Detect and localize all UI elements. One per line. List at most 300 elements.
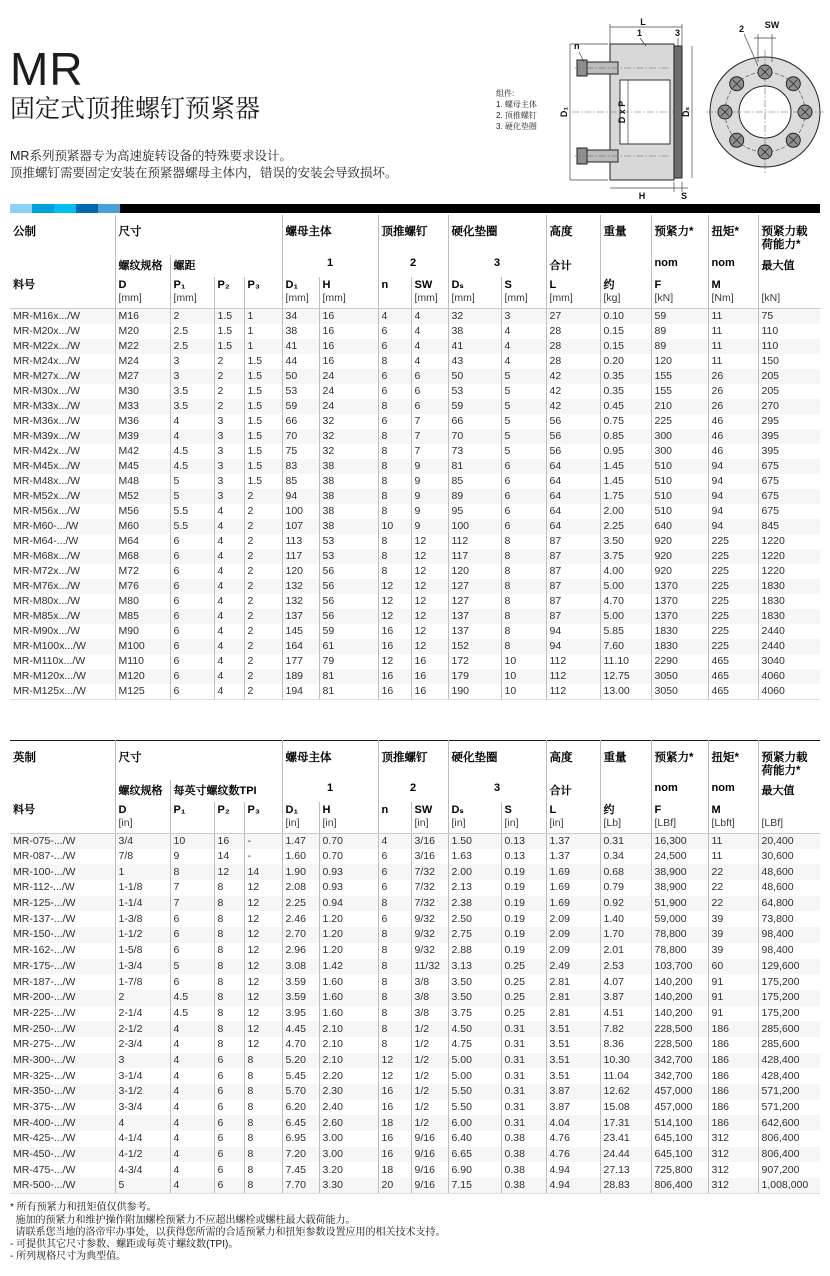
- table-cell: 5: [170, 959, 214, 975]
- table-cell: 3.87: [546, 1084, 600, 1100]
- table-cell: 6: [378, 849, 411, 865]
- table-cell: 73: [448, 444, 501, 459]
- table-cell: MR-M36x.../W: [13, 414, 81, 427]
- table-cell: 8: [501, 609, 546, 624]
- table-cell: 5.50: [448, 1084, 501, 1100]
- table-cell: 1830: [651, 624, 708, 639]
- table-cell: 87: [546, 579, 600, 594]
- table-cell: 16: [411, 684, 448, 700]
- table-cell: 59,000: [651, 911, 708, 927]
- table-cell: 2.81: [546, 1006, 600, 1022]
- table-cell: M24: [115, 354, 170, 369]
- table-cell: 12: [411, 624, 448, 639]
- col-L: L [in]: [546, 802, 600, 833]
- table-cell: 510: [651, 459, 708, 474]
- table-row: [10, 669, 820, 684]
- table-cell: 3.51: [546, 1053, 600, 1069]
- table-cell: 8: [244, 1053, 282, 1069]
- table-row: [10, 339, 820, 354]
- table-cell: MR-M30x.../W: [13, 384, 81, 397]
- table-cell: 4: [378, 833, 411, 849]
- table-cell: 3.59: [282, 990, 319, 1006]
- table-cell: 91: [708, 1006, 758, 1022]
- dim-label-Ds: Dₛ: [681, 107, 691, 117]
- table-cell: 2-1/2: [115, 1021, 170, 1037]
- table-row: [10, 459, 820, 474]
- sub-washer-num: 3: [448, 255, 546, 277]
- table-cell: 16: [378, 1131, 411, 1147]
- table-cell: 6: [214, 1068, 244, 1084]
- group-region: 公制: [13, 226, 36, 238]
- table-cell: 172: [448, 654, 501, 669]
- table-cell: 6: [170, 654, 214, 669]
- table-cell: 140,200: [651, 990, 708, 1006]
- table-cell: 155: [651, 369, 708, 384]
- table-cell: 2.40: [319, 1100, 378, 1116]
- table-cell: 1: [244, 308, 282, 324]
- table-cell: MR-187-.../W: [13, 975, 76, 988]
- table-cell: -: [244, 849, 282, 865]
- table-cell: 59: [448, 399, 501, 414]
- table-cell: 7.70: [282, 1178, 319, 1194]
- table-cell: 155: [651, 384, 708, 399]
- table-cell: 2: [214, 384, 244, 399]
- table-cell: 4: [170, 1147, 214, 1163]
- table-row: [10, 896, 820, 912]
- footnote-line: - 所列规格尺寸为典型值。: [10, 1251, 127, 1263]
- table-cell: M56: [115, 504, 170, 519]
- table-cell: 8: [214, 1037, 244, 1053]
- table-cell: 34: [282, 308, 319, 324]
- table-cell: 127: [448, 594, 501, 609]
- table-cell: 3: [214, 444, 244, 459]
- group-jack-screw: 顶推螺钉: [378, 215, 448, 255]
- table-cell: 8: [244, 1100, 282, 1116]
- table-cell: 10: [501, 669, 546, 684]
- table-cell: MR-275-.../W: [13, 1038, 76, 1051]
- table-cell: M22: [115, 339, 170, 354]
- page-title: MR: [10, 43, 84, 95]
- table-cell: 4: [170, 429, 214, 444]
- table-cell: 0.92: [600, 896, 651, 912]
- table-cell: 16: [378, 669, 411, 684]
- table-cell: 26: [708, 369, 758, 384]
- table-cell: 2.81: [546, 990, 600, 1006]
- table-cell: MR-100-.../W: [13, 865, 76, 878]
- col-n: n: [378, 277, 411, 308]
- table-row: [10, 911, 820, 927]
- table-cell: 5.00: [448, 1053, 501, 1069]
- table-cell: 210: [651, 399, 708, 414]
- table-cell: 2.25: [600, 519, 651, 534]
- table-cell: 11: [708, 849, 758, 865]
- table-cell: 1.37: [546, 849, 600, 865]
- table-cell: 0.13: [501, 833, 546, 849]
- table-cell: 285,600: [758, 1037, 820, 1053]
- table-cell: 8: [378, 1006, 411, 1022]
- table-cell: MR-425-.../W: [13, 1132, 76, 1145]
- table-row: [10, 1178, 820, 1194]
- table-cell: 4: [214, 534, 244, 549]
- table-cell: 4: [214, 519, 244, 534]
- table-cell: 1: [244, 339, 282, 354]
- table-cell: M85: [115, 609, 170, 624]
- table-cell: 2.09: [546, 927, 600, 943]
- table-cell: 75: [282, 444, 319, 459]
- col-weight: 约 [kg]: [600, 277, 651, 308]
- table-cell: 7/8: [115, 849, 170, 865]
- table-cell: 7/32: [411, 864, 448, 880]
- table-cell: 920: [651, 564, 708, 579]
- table-cell: 6.90: [448, 1162, 501, 1178]
- table-cell: 12: [411, 594, 448, 609]
- table-cell: 6: [501, 504, 546, 519]
- table-cell: 0.31: [501, 1115, 546, 1131]
- table-cell: 28: [546, 339, 600, 354]
- table-cell: M68: [115, 549, 170, 564]
- table-cell: 0.79: [600, 880, 651, 896]
- table-cell: 3-3/4: [115, 1100, 170, 1116]
- col-D: D [mm]: [115, 277, 170, 308]
- table-cell: 10: [170, 833, 214, 849]
- dim-label-DxP: D x P: [617, 100, 627, 124]
- col-D: D [in]: [115, 802, 170, 833]
- sub-empty: [10, 255, 115, 277]
- table-cell: 16: [319, 324, 378, 339]
- table-cell: 4: [501, 354, 546, 369]
- table-cell: 20: [378, 1178, 411, 1194]
- legend-item: 1. 螺母主体: [496, 100, 537, 109]
- table-cell: 4: [411, 324, 448, 339]
- table-cell: 6: [501, 474, 546, 489]
- table-cell: 51,900: [651, 896, 708, 912]
- table-cell: 2.01: [600, 943, 651, 959]
- table-cell: 3.51: [546, 1037, 600, 1053]
- accent-segment: [10, 204, 32, 213]
- table-cell: 5.5: [170, 504, 214, 519]
- table-cell: 24: [319, 369, 378, 384]
- group-weight: 重量: [600, 215, 651, 255]
- table-cell: 3: [170, 369, 214, 384]
- table-cell: 46: [708, 444, 758, 459]
- table-cell: 4.94: [546, 1162, 600, 1178]
- table-cell: 110: [758, 339, 820, 354]
- table-row: [10, 308, 820, 324]
- table-cell: 4.5: [170, 444, 214, 459]
- table-cell: 16: [378, 1147, 411, 1163]
- table-cell: 0.95: [600, 444, 651, 459]
- table-cell: MR-500-.../W: [10, 1178, 115, 1194]
- table-cell: 3: [214, 474, 244, 489]
- table-row: [10, 1162, 820, 1178]
- table-cell: 175,200: [758, 1006, 820, 1022]
- table-cell: 0.19: [501, 927, 546, 943]
- accent-segment: [32, 204, 54, 213]
- table-cell: 2: [244, 534, 282, 549]
- sub-washer-num: 3: [448, 780, 546, 802]
- table-cell: MR-M20x.../W: [13, 324, 81, 337]
- table-cell: 8: [244, 1068, 282, 1084]
- table-cell: 3/4: [115, 833, 170, 849]
- table-cell: 48,600: [758, 864, 820, 880]
- table-cell: 56: [319, 594, 378, 609]
- table-cell: 6: [501, 489, 546, 504]
- col-n: n: [378, 802, 411, 833]
- table-row: [10, 654, 820, 669]
- sub-empty: [600, 255, 651, 277]
- table-cell: 8: [214, 927, 244, 943]
- table-cell: 8: [214, 990, 244, 1006]
- table-cell: 12: [378, 579, 411, 594]
- table-cell: 9/16: [411, 1131, 448, 1147]
- table-cell: 113: [282, 534, 319, 549]
- table-row: [10, 444, 820, 459]
- table-cell: 2.60: [319, 1115, 378, 1131]
- table-cell: 94: [708, 459, 758, 474]
- table-cell: 6.45: [282, 1115, 319, 1131]
- table-cell: 5.85: [600, 624, 651, 639]
- table-row: [10, 549, 820, 564]
- table-cell: 4: [214, 669, 244, 684]
- table-cell: 1.42: [319, 959, 378, 975]
- table-cell: 0.38: [501, 1178, 546, 1194]
- table-cell: 32: [448, 308, 501, 324]
- table-cell: 2: [244, 579, 282, 594]
- dim-label-H: H: [638, 191, 646, 201]
- table-cell: 4: [501, 324, 546, 339]
- table-cell: 8: [501, 534, 546, 549]
- table-cell: 2.5: [170, 324, 214, 339]
- table-cell: 28: [546, 324, 600, 339]
- footnotes: [10, 1202, 830, 1263]
- table-cell: 2.88: [448, 943, 501, 959]
- table-cell: 175,200: [758, 990, 820, 1006]
- table-cell: 2: [170, 308, 214, 324]
- table-cell: 132: [282, 594, 319, 609]
- table-cell: 8: [214, 880, 244, 896]
- table-cell: 1370: [651, 594, 708, 609]
- group-jack-screw: 顶推螺钉: [378, 740, 448, 780]
- table-cell: 70: [282, 429, 319, 444]
- table-cell: 0.19: [501, 864, 546, 880]
- table-cell: 38: [319, 459, 378, 474]
- table-cell: 2: [244, 654, 282, 669]
- table-cell: 4: [214, 594, 244, 609]
- sub-torque-nom: nom: [708, 780, 758, 802]
- table-cell: 8: [378, 549, 411, 564]
- table-cell: 10.30: [600, 1053, 651, 1069]
- table-cell: 87: [546, 609, 600, 624]
- table-cell: 4: [115, 1115, 170, 1131]
- table-cell: 0.13: [501, 849, 546, 865]
- table-cell: 4: [214, 684, 244, 700]
- table-cell: 845: [758, 519, 820, 534]
- table-cell: 0.19: [501, 911, 546, 927]
- table-cell: 186: [708, 1021, 758, 1037]
- table-cell: 0.38: [501, 1147, 546, 1163]
- table-cell: 2: [244, 669, 282, 684]
- table-cell: 4-1/2: [115, 1147, 170, 1163]
- table-cell: 2.25: [282, 896, 319, 912]
- table-cell: 8: [214, 959, 244, 975]
- sub-tpi: 每英寸螺纹数TPI: [170, 780, 282, 802]
- table-cell: MR-M22x.../W: [13, 339, 81, 352]
- table-cell: 1830: [758, 579, 820, 594]
- footnote-line: 请联系您当地的洛帝牢办事处，以获得您所需的合适预紧力和扭矩参数设置应用的相关技术支持。: [10, 1226, 446, 1238]
- table-cell: 12: [244, 1021, 282, 1037]
- table-cell: 4: [170, 1115, 214, 1131]
- table-cell: 5: [501, 429, 546, 444]
- table-cell: 39: [708, 927, 758, 943]
- description-line-2: 顶推螺钉需要固定安装在预紧器螺母主体内，错误的安装会导致损坏。: [10, 166, 398, 180]
- table-cell: 8.36: [600, 1037, 651, 1053]
- table-cell: 225: [651, 414, 708, 429]
- table-cell: 3.59: [282, 974, 319, 990]
- table-cell: 6: [214, 1147, 244, 1163]
- table-cell: 6: [170, 579, 214, 594]
- table-cell: 38: [319, 504, 378, 519]
- table-cell: 2.10: [319, 1053, 378, 1069]
- table-cell: 6.40: [448, 1131, 501, 1147]
- table-cell: 140,200: [651, 974, 708, 990]
- table-cell: 1.20: [319, 943, 378, 959]
- table-cell: 112: [546, 669, 600, 684]
- table-cell: 7.45: [282, 1162, 319, 1178]
- col-weight: 约 [Lb]: [600, 802, 651, 833]
- table-cell: 0.25: [501, 959, 546, 975]
- table-cell: 510: [651, 489, 708, 504]
- group-preload: 预紧力*: [651, 215, 708, 255]
- table-cell: 0.25: [501, 1006, 546, 1022]
- table-cell: 28.83: [600, 1178, 651, 1194]
- table-row: [10, 384, 820, 399]
- table-cell: 7: [170, 896, 214, 912]
- table-cell: 1/2: [411, 1068, 448, 1084]
- col-capacity: [LBf]: [758, 802, 820, 833]
- table-cell: 9/16: [411, 1147, 448, 1163]
- table-cell: 0.35: [600, 369, 651, 384]
- group-size: 尺寸: [115, 740, 282, 780]
- table-cell: 514,100: [651, 1115, 708, 1131]
- table-cell: 46: [708, 414, 758, 429]
- table-cell: 7/32: [411, 896, 448, 912]
- table-cell: 7.15: [448, 1178, 501, 1194]
- table-cell: M27: [115, 369, 170, 384]
- table-cell: 6: [411, 369, 448, 384]
- table-cell: 675: [758, 474, 820, 489]
- table-cell: 94: [546, 639, 600, 654]
- table-cell: 0.19: [501, 943, 546, 959]
- table-cell: 4: [214, 579, 244, 594]
- table-cell: 22: [708, 864, 758, 880]
- table-cell: MR-125-.../W: [13, 897, 76, 910]
- table-cell: 2.13: [448, 880, 501, 896]
- table-cell: 16: [214, 833, 244, 849]
- table-cell: 41: [448, 339, 501, 354]
- table-cell: 39: [708, 911, 758, 927]
- table-cell: MR-M85x.../W: [13, 609, 81, 622]
- table-cell: 12: [378, 1068, 411, 1084]
- table-cell: 6: [170, 639, 214, 654]
- table-cell: 24: [319, 399, 378, 414]
- col-P1: P₁ [mm]: [170, 277, 214, 308]
- table-cell: 3/16: [411, 833, 448, 849]
- table-cell: 5: [170, 474, 214, 489]
- table-cell: 16: [411, 654, 448, 669]
- table-cell: 64: [546, 504, 600, 519]
- table-cell: 3.00: [319, 1147, 378, 1163]
- table-cell: 3.51: [546, 1068, 600, 1084]
- table-row: [10, 1084, 820, 1100]
- table-row: [10, 959, 820, 975]
- col-P3: P₃: [244, 802, 282, 833]
- table-cell: M76: [115, 579, 170, 594]
- table-cell: 675: [758, 504, 820, 519]
- table-cell: 2440: [758, 639, 820, 654]
- accent-segment: [98, 204, 120, 213]
- table-cell: MR-375-.../W: [13, 1101, 76, 1114]
- table-cell: 137: [282, 609, 319, 624]
- table-cell: M33: [115, 399, 170, 414]
- table-cell: 12.62: [600, 1084, 651, 1100]
- table-cell: 16: [378, 624, 411, 639]
- table-cell: 1.5: [244, 399, 282, 414]
- table-cell: 12: [244, 990, 282, 1006]
- sub-pitch: 螺距: [170, 255, 282, 277]
- table-cell: 7: [170, 880, 214, 896]
- table-cell: 645,100: [651, 1147, 708, 1163]
- table-cell: MR-150-.../W: [13, 928, 76, 941]
- table-cell: 4.75: [448, 1037, 501, 1053]
- table-cell: 14: [214, 849, 244, 865]
- table-cell: 8: [214, 911, 244, 927]
- table-row: [10, 974, 820, 990]
- table-cell: 2.08: [282, 880, 319, 896]
- callout-2: 2: [739, 24, 745, 34]
- table-cell: 85: [282, 474, 319, 489]
- table-cell: 38: [319, 519, 378, 534]
- table-cell: 8: [214, 943, 244, 959]
- table-cell: 4: [170, 1131, 214, 1147]
- table-cell: 342,700: [651, 1053, 708, 1069]
- table-cell: 6: [170, 943, 214, 959]
- col-P1: P₁: [170, 802, 214, 833]
- table-cell: 20,400: [758, 833, 820, 849]
- table-cell: 6: [411, 384, 448, 399]
- table-cell: 7: [411, 414, 448, 429]
- group-header-row: [10, 740, 820, 780]
- table-cell: 2.00: [600, 504, 651, 519]
- table-cell: 312: [708, 1178, 758, 1194]
- table-cell: 225: [708, 594, 758, 609]
- table-cell: 66: [282, 414, 319, 429]
- sub-empty: [600, 780, 651, 802]
- table-cell: 1.60: [319, 974, 378, 990]
- table-cell: 5.5: [170, 519, 214, 534]
- table-cell: 3.13: [448, 959, 501, 975]
- table-cell: 64: [546, 489, 600, 504]
- table-cell: 3.50: [448, 974, 501, 990]
- table-cell: 4.45: [282, 1021, 319, 1037]
- table-cell: 112: [546, 654, 600, 669]
- table-cell: 4: [411, 308, 448, 324]
- table-cell: 3.50: [448, 990, 501, 1006]
- table-cell: 100: [448, 519, 501, 534]
- table-cell: 6.20: [282, 1100, 319, 1116]
- table-cell: M48: [115, 474, 170, 489]
- accent-segment: [54, 204, 76, 213]
- table-cell: 50: [282, 369, 319, 384]
